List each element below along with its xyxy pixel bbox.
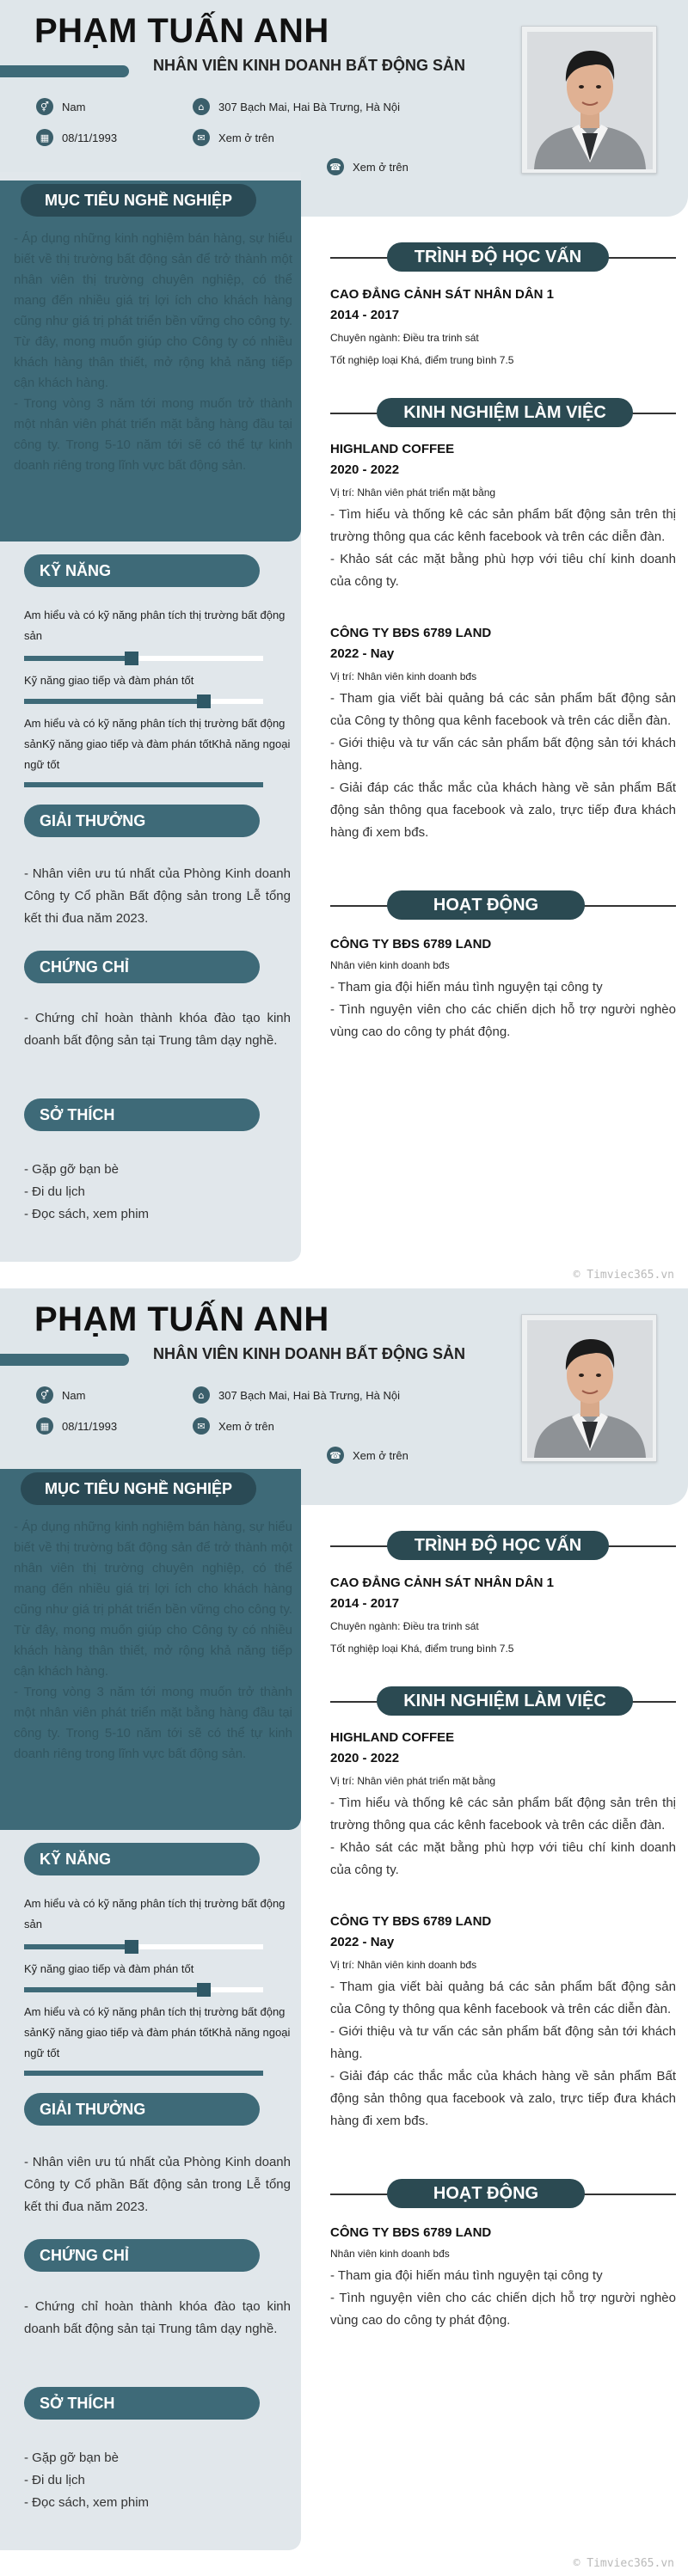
address-info [193,1386,400,1404]
awards-title: GIẢI THƯỞNG [24,805,260,837]
skill-2-bar [24,1987,263,1992]
address-value: 307 Bạch Mai, Hai Bà Trưng, Hà Nội [218,1388,401,1402]
job-2-period: 2022 - Nay [330,646,395,661]
gender-icon: ⚥ [36,1386,53,1404]
hobby-3: - Đọc sách, xem phim [24,2495,150,2510]
job-2-position: Vị trí: Nhân viên kinh doanh bđs [330,1959,477,1971]
job-1-period: 2020 - 2022 [330,1751,400,1765]
job-2-description: - Tham gia viết bài quảng bá các sản phẩm bất động sản của Công ty thông qua kênh facebook và trên các diễn đàn. - Giới thiệu và tư vấn các sản phẩm bất động sản tới khách hàng. - Giải đáp các thắc mắc của khách hàng về sản phẩm Bất động sản thông qua facebook và zalo, trực tiếp đưa khách hàng đi xem bđs. [330,1979,676,2128]
watermark: © Timviec365.vn [573,1269,674,1282]
candidate-name: PHẠM TUẤN ANH [34,1300,329,1338]
location-icon: ⌂ [193,98,210,115]
watermark: © Timviec365.vn [573,2557,674,2570]
phone-value: Xem ở trên [353,160,408,174]
activity-description: - Tham gia đội hiến máu tình nguyện tại công ty - Tình nguyện viên cho các chiến dịch hỗ trợ người nghèo vùng cao do công ty phát động. [330,980,676,1039]
hobby-3: - Đọc sách, xem phim [24,1207,150,1221]
skill-1-fill [24,1944,132,1949]
skill-2-knob [197,694,211,708]
certificates-title: CHỨNG CHỈ [24,951,260,983]
awards-text: - Nhân viên ưu tú nhất của Phòng Kinh doanh Công ty Cổ phần Bất động sản trong Lễ tổng kết thi đua năm 2023. [24,2155,291,2214]
skill-2-label: Kỹ năng giao tiếp và đàm phán tốt [24,1962,194,1975]
skill-2-label: Kỹ năng giao tiếp và đàm phán tốt [24,674,194,687]
objective-title: MỤC TIÊU NGHỀ NGHIỆP [21,184,256,217]
birthday-value: 08/11/1993 [62,1419,118,1433]
certificates-title: CHỨNG CHỈ [24,2239,260,2272]
skill-3-fill [24,782,263,787]
phone-icon: ☎ [327,1447,344,1464]
skill-1-knob [125,1940,138,1954]
job-1-company: HIGHLAND COFFEE [330,442,455,456]
education-title: TRÌNH ĐỘ HỌC VẤN [387,1531,609,1560]
skill-1-knob [125,652,138,665]
job-1-position: Vị trí: Nhân viên phát triển mặt bằng [330,486,496,499]
hobby-2: - Đi du lịch [24,1184,85,1199]
skill-3-label: Am hiểu và có kỹ năng phân tích thị trường bất động sảnKỹ năng giao tiếp và đàm phán tốtKhả năng ngoại ngữ tốt [24,2005,291,2059]
education-school: CAO ĐẲNG CẢNH SÁT NHÂN DÂN 1 [330,1576,555,1590]
name-accent-bar [0,65,129,77]
education-title: TRÌNH ĐỘ HỌC VẤN [387,242,609,272]
skill-1-fill [24,656,132,661]
skill-2-fill [24,699,204,704]
activities-title: HOẠT ĐỘNG [387,2179,585,2208]
awards-text: - Nhân viên ưu tú nhất của Phòng Kinh doanh Công ty Cổ phần Bất động sản trong Lễ tổng kết thi đua năm 2023. [24,866,291,926]
skill-3-fill [24,2071,263,2076]
education-major: Chuyên ngành: Điều tra trinh sát [330,332,479,344]
objective-text: - Áp dụng những kinh nghiệm bán hàng, sự hiểu biết về thị trường bất động sản để trở thành một nhân viên thị trường chuyên nghiệp, có thể mang đến nhiều giá trị lợi ích cho khách hàng cũng như giá trị phát triển bền vững cho công ty. Từ đây, mong muốn giúp cho Công ty có nhiều khách hàng thân thiết, mở rộng khả năng tiếp cận khách hàng. - Trong vòng 3 năm tới mong muốn trở thành một nhân viên phát triển mặt bằng hàng đầu tại công ty. Trong 5-10 năm tới sẽ có thể tự kinh doanh riêng trong lĩnh vực bất động sản. [14,231,292,473]
objective-text: - Áp dụng những kinh nghiệm bán hàng, sự hiểu biết về thị trường bất động sản để trở thành một nhân viên thị trường chuyên nghiệp, có thể mang đến nhiều giá trị lợi ích cho khách hàng cũng như giá trị phát triển bền vững cho công ty. Từ đây, mong muốn giúp cho Công ty có nhiều khách hàng thân thiết, mở rộng khả năng tiếp cận khách hàng. - Trong vòng 3 năm tới mong muốn trở thành một nhân viên phát triển mặt bằng hàng đầu tại công ty. Trong 5-10 năm tới sẽ có thể tự kinh doanh riêng trong lĩnh vực bất động sản. [14,1520,292,1761]
job-1-description: - Tìm hiểu và thống kê các sản phẩm bất động sản trên thị trường thông qua các kênh facebook và trên các diễn đàn. - Khảo sát các mặt bằng phù hợp với tiêu chí kinh doanh của công ty. [330,1796,676,1877]
birthday-info [36,1417,117,1435]
hobbies-title: SỞ THÍCH [24,1098,260,1131]
hobby-1: - Gặp gỡ bạn bè [24,2451,119,2465]
name-accent-bar [0,1354,129,1366]
gender-value: Nam [62,100,86,113]
email-info [193,129,274,146]
hobbies-title: SỞ THÍCH [24,2387,260,2420]
activity-description: - Tham gia đội hiến máu tình nguyện tại công ty - Tình nguyện viên cho các chiến dịch hỗ trợ người nghèo vùng cao do công ty phát động. [330,2268,676,2328]
skill-1-bar [24,656,263,661]
education-period: 2014 - 2017 [330,1596,400,1611]
education-period: 2014 - 2017 [330,308,400,322]
experience-title: KINH NGHIỆM LÀM VIỆC [377,1686,633,1716]
objective-title: MỤC TIÊU NGHỀ NGHIỆP [21,1472,256,1505]
experience-title: KINH NGHIỆM LÀM VIỆC [377,398,633,427]
email-value: Xem ở trên [218,1419,274,1433]
calendar-icon: ▦ [36,129,53,146]
skill-1-bar [24,1944,263,1949]
portrait-image [527,1320,653,1458]
education-major: Chuyên ngành: Điều tra trinh sát [330,1620,479,1632]
mail-icon: ✉ [193,129,210,146]
phone-info [327,158,408,175]
skills-title: KỸ NĂNG [24,554,260,587]
job-1-position: Vị trí: Nhân viên phát triển mặt bằng [330,1775,496,1787]
skill-3-bar [24,782,263,787]
profile-photo [521,26,657,174]
job-1-company: HIGHLAND COFFEE [330,1730,455,1745]
skill-1-label: Am hiểu và có kỹ năng phân tích thị trường bất động sản [24,609,286,642]
education-result: Tốt nghiệp loại Khá, điểm trung bình 7.5 [330,1643,514,1655]
skill-2-knob [197,1983,211,1997]
gender-value: Nam [62,1388,86,1402]
activity-org: CÔNG TY BĐS 6789 LAND [330,2225,492,2240]
job-2-company: CÔNG TY BĐS 6789 LAND [330,1914,492,1929]
activity-role: Nhân viên kinh doanh bđs [330,959,450,971]
location-icon: ⌂ [193,1386,210,1404]
activity-org: CÔNG TY BĐS 6789 LAND [330,937,492,951]
skill-2-fill [24,1987,204,1992]
skill-1-label: Am hiểu và có kỹ năng phân tích thị trường bất động sản [24,1897,286,1930]
phone-info [327,1447,408,1464]
hobby-2: - Đi du lịch [24,2473,85,2487]
job-2-company: CÔNG TY BĐS 6789 LAND [330,626,492,640]
skill-2-bar [24,699,263,704]
skill-3-label: Am hiểu và có kỹ năng phân tích thị trường bất động sảnKỹ năng giao tiếp và đàm phán tốtKhả năng ngoại ngữ tốt [24,717,291,771]
portrait-image [527,32,653,169]
education-school: CAO ĐẲNG CẢNH SÁT NHÂN DÂN 1 [330,287,555,302]
address-info [193,98,400,115]
email-value: Xem ở trên [218,131,274,144]
job-2-position: Vị trí: Nhân viên kinh doanh bđs [330,670,477,682]
job-1-period: 2020 - 2022 [330,462,400,477]
calendar-icon: ▦ [36,1417,53,1435]
certificates-text: - Chứng chỉ hoàn thành khóa đào tạo kinh doanh bất động sản tại Trung tâm dạy nghề. [24,1011,291,1048]
job-title: NHÂN VIÊN KINH DOANH BẤT ĐỘNG SẢN [153,57,466,74]
address-value: 307 Bạch Mai, Hai Bà Trưng, Hà Nội [218,100,401,113]
hobby-1: - Gặp gỡ bạn bè [24,1162,119,1177]
awards-title: GIẢI THƯỞNG [24,2093,260,2126]
job-1-description: - Tìm hiểu và thống kê các sản phẩm bất động sản trên thị trường thông qua các kênh facebook và trên các diễn đàn. - Khảo sát các mặt bằng phù hợp với tiêu chí kinh doanh của công ty. [330,507,676,589]
birthday-info [36,129,117,146]
email-info [193,1417,274,1435]
gender-icon: ⚥ [36,98,53,115]
education-result: Tốt nghiệp loại Khá, điểm trung bình 7.5 [330,354,514,366]
skill-3-bar [24,2071,263,2076]
gender-info [36,1386,85,1404]
phone-icon: ☎ [327,158,344,175]
profile-photo [521,1314,657,1462]
birthday-value: 08/11/1993 [62,131,118,144]
job-2-description: - Tham gia viết bài quảng bá các sản phẩm bất động sản của Công ty thông qua kênh facebook và trên các diễn đàn. - Giới thiệu và tư vấn các sản phẩm bất động sản tới khách hàng. - Giải đáp các thắc mắc của khách hàng về sản phẩm Bất động sản thông qua facebook và zalo, trực tiếp đưa khách hàng đi xem bđs. [330,691,676,840]
candidate-name: PHẠM TUẤN ANH [34,12,329,50]
mail-icon: ✉ [193,1417,210,1435]
phone-value: Xem ở trên [353,1448,408,1462]
certificates-text: - Chứng chỉ hoàn thành khóa đào tạo kinh doanh bất động sản tại Trung tâm dạy nghề. [24,2299,291,2336]
job-2-period: 2022 - Nay [330,1935,395,1949]
job-title: NHÂN VIÊN KINH DOANH BẤT ĐỘNG SẢN [153,1345,466,1362]
cv-page-2 [0,1288,688,2576]
gender-info [36,98,85,115]
activity-role: Nhân viên kinh doanh bđs [330,2248,450,2260]
skills-title: KỸ NĂNG [24,1843,260,1875]
activities-title: HOẠT ĐỘNG [387,890,585,920]
